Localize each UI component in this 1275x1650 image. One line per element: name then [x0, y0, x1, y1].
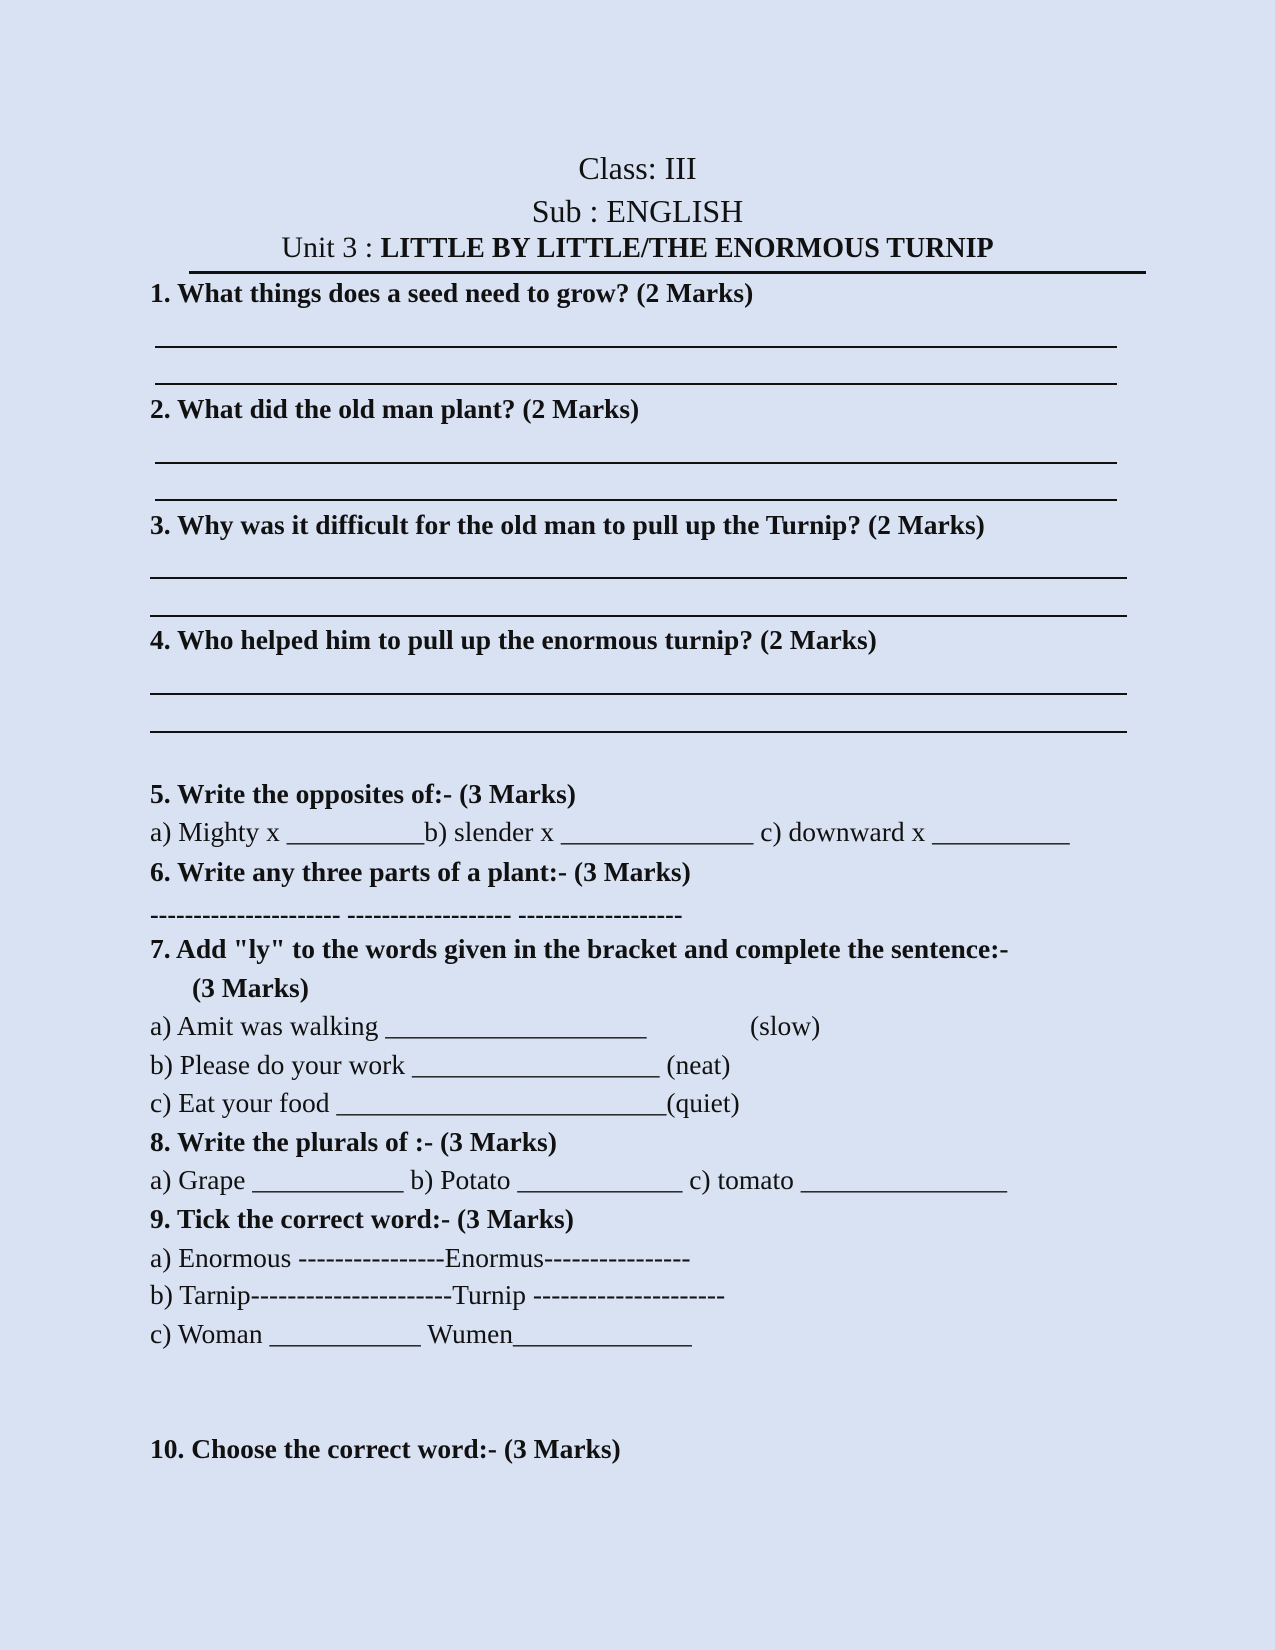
question-9-a: a) Enormous ----------------Enormus---------------- [150, 1242, 691, 1273]
answer-line [150, 577, 1127, 579]
question-2: 2. What did the old man plant? (2 Marks) [150, 393, 640, 424]
question-5: 5. Write the opposites of:- (3 Marks) [150, 778, 576, 809]
question-7-a-hint: (slow) [750, 1010, 821, 1041]
answer-line [150, 615, 1127, 617]
question-1: 1. What things does a seed need to grow? (2 Marks) [150, 277, 754, 308]
question-8: 8. Write the plurals of :- (3 Marks) [150, 1126, 557, 1157]
question-7-a: a) Amit was walking ___________________ [150, 1010, 647, 1041]
answer-line [155, 346, 1117, 348]
answer-line [155, 462, 1117, 464]
answer-line [150, 693, 1127, 695]
question-6: 6. Write any three parts of a plant:- (3 Marks) [150, 856, 691, 887]
question-9-b: b) Tarnip----------------------Turnip --------------------- [150, 1279, 726, 1310]
answer-line [155, 383, 1117, 385]
unit-title: LITTLE BY LITTLE/THE ENORMOUS TURNIP [380, 233, 994, 264]
class-line: Class: III [578, 150, 697, 186]
question-4: 4. Who helped him to pull up the enormous turnip? (2 Marks) [150, 624, 877, 655]
question-9-c: c) Woman ___________ Wumen_____________ [150, 1318, 692, 1349]
unit-title-line [0, 228, 1275, 269]
question-7: 7. Add "ly" to the words given in the bracket and complete the sentence:- [150, 933, 1009, 964]
subject-line: Sub : ENGLISH [531, 193, 744, 229]
question-5-items: a) Mighty x __________b) slender x ______________ c) downward x __________ [150, 816, 1070, 847]
unit-prefix: Unit 3 : [281, 231, 381, 264]
answer-line [150, 731, 1127, 733]
question-7-b: b) Please do your work __________________ (neat) [150, 1049, 731, 1080]
question-7-c: c) Eat your food ________________________(quiet) [150, 1087, 740, 1118]
question-8-items: a) Grape ___________ b) Potato ____________ c) tomato _______________ [150, 1164, 1007, 1195]
question-6-blanks: ---------------------- ------------------- ------------------- [150, 900, 683, 929]
question-10: 10. Choose the correct word:- (3 Marks) [150, 1433, 621, 1464]
question-3: 3. Why was it difficult for the old man to pull up the Turnip? (2 Marks) [150, 509, 985, 540]
question-7-marks: (3 Marks) [192, 972, 309, 1003]
answer-line [155, 499, 1117, 501]
question-9: 9. Tick the correct word:- (3 Marks) [150, 1203, 574, 1234]
title-underline [189, 271, 1146, 274]
